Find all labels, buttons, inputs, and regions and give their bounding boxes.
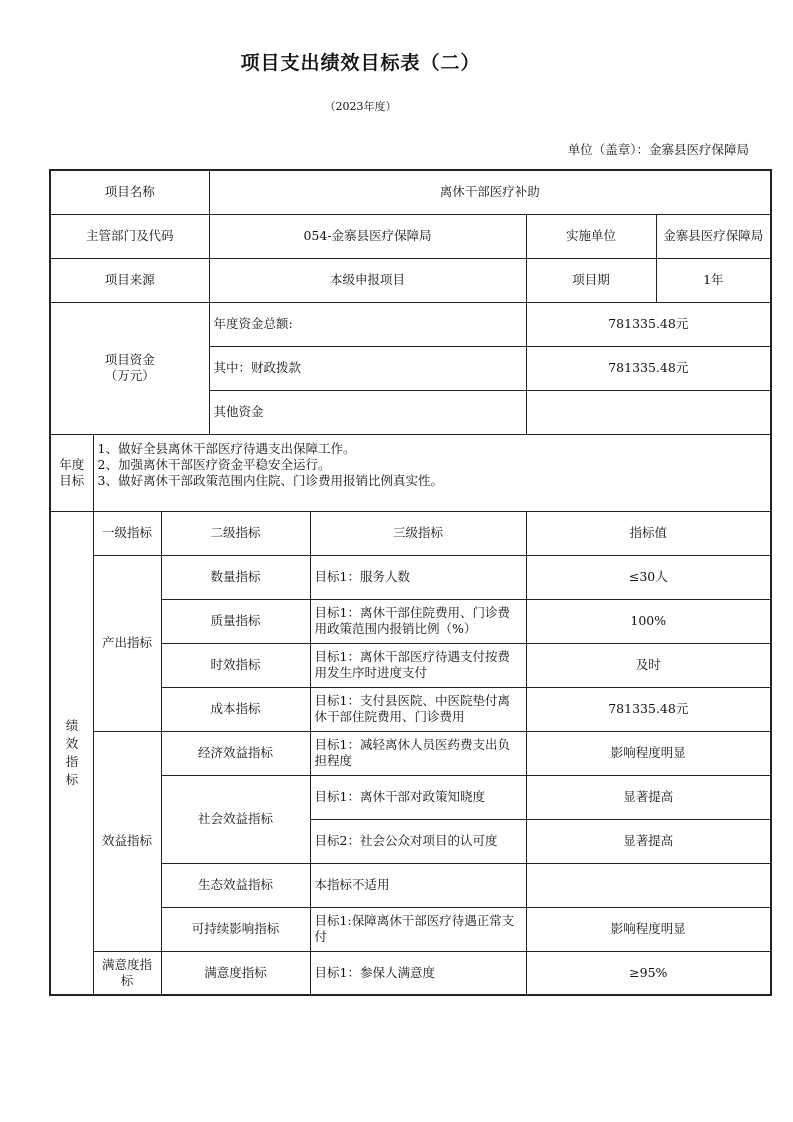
funds-title: 项目资金: [104, 352, 155, 367]
level2-cell: 质量指标: [161, 599, 310, 643]
table-row: [50, 731, 771, 775]
level1-benefit: 效益指标: [93, 731, 161, 951]
performance-target-table: [49, 169, 772, 996]
value-period: 1年: [656, 258, 771, 302]
label-period: 项目期: [526, 258, 656, 302]
level2-cell: 生态效益指标: [161, 863, 310, 907]
row-indicator-header: [50, 511, 771, 555]
value-cell: 显著提高: [526, 819, 771, 863]
value-project-name: 离休干部医疗补助: [209, 170, 771, 214]
level3-cell: 目标1：离休干部对政策知晓度: [310, 775, 526, 819]
value-department: 054-金寨县医疗保障局: [209, 214, 526, 258]
annual-goal-item: 2、加强离休干部医疗资金平稳安全运行。: [97, 456, 331, 472]
label-project-name: 项目名称: [50, 170, 209, 214]
label-performance-indicators: [50, 511, 93, 995]
level2-cell: 经济效益指标: [161, 731, 310, 775]
value-funds-other: [526, 390, 771, 434]
value-cell: [526, 863, 771, 907]
value-funds-fiscal: 781335.48元: [526, 346, 771, 390]
level3-cell: 目标1：离休干部住院费用、门诊费用政策范围内报销比例（%）: [310, 599, 526, 643]
value-cell: ≤30人: [526, 555, 771, 599]
header-level1: 一级指标: [93, 511, 161, 555]
row-project-name: [50, 170, 771, 214]
value-cell: ≥95%: [526, 951, 771, 995]
value-funds-total: 781335.48元: [526, 302, 771, 346]
value-cell: 影响程度明显: [526, 907, 771, 951]
value-source: 本级申报项目: [209, 258, 526, 302]
table-row: [50, 951, 771, 995]
page-title: 项目支出绩效目标表（二）: [240, 52, 481, 74]
label-department: 主管部门及代码: [50, 214, 209, 258]
level3-cell: 目标1：支付县医院、中医院垫付离休干部住院费用、门诊费用: [310, 687, 526, 731]
row-source: [50, 258, 771, 302]
level3-cell: 目标1：参保人满意度: [310, 951, 526, 995]
level3-cell: 目标1:保障离休干部医疗待遇正常支付: [310, 907, 526, 951]
row-funds-total: [50, 302, 771, 346]
header-value: 指标值: [526, 511, 771, 555]
label-funds-fiscal: 其中：财政拨款: [209, 346, 526, 390]
value-cell: 及时: [526, 643, 771, 687]
level2-cell: 时效指标: [161, 643, 310, 687]
table-row: [50, 555, 771, 599]
level3-cell: 目标1：服务人数: [310, 555, 526, 599]
level1-output: 产出指标: [93, 555, 161, 731]
label-impl-unit: 实施单位: [526, 214, 656, 258]
value-cell: 781335.48元: [526, 687, 771, 731]
level2-cell: 可持续影响指标: [161, 907, 310, 951]
value-impl-unit: 金寨县医疗保障局: [656, 214, 771, 258]
level2-cell: 社会效益指标: [161, 775, 310, 863]
annual-goal-item: 3、做好离休干部政策范围内住院、门诊费用报销比例真实性。: [97, 472, 443, 488]
label-annual-goals: [50, 434, 93, 511]
level3-cell: 目标1：减轻离休人员医药费支出负担程度: [310, 731, 526, 775]
header-level3: 三级指标: [310, 511, 526, 555]
annual-goals-text: [93, 434, 771, 511]
perf-label-text: 绩效指标: [65, 717, 79, 787]
value-cell: 显著提高: [526, 775, 771, 819]
annual-goal-label-line2: 目标: [59, 472, 85, 488]
header-level2: 二级指标: [161, 511, 310, 555]
row-annual-goals: [50, 434, 771, 511]
annual-goal-label-line1: 年度: [59, 456, 85, 472]
level1-satisfaction: 满意度指标: [93, 951, 161, 995]
level2-cell: 成本指标: [161, 687, 310, 731]
level2-cell: 数量指标: [161, 555, 310, 599]
label-funds-other: 其他资金: [209, 390, 526, 434]
value-cell: 影响程度明显: [526, 731, 771, 775]
fiscal-year: （2023年度）: [324, 100, 397, 113]
label-source: 项目来源: [50, 258, 209, 302]
level3-cell: 目标1：离休干部医疗待遇支付按费用发生序时进度支付: [310, 643, 526, 687]
level3-cell: 本指标不适用: [310, 863, 526, 907]
value-cell: 100%: [526, 599, 771, 643]
level2-cell: 满意度指标: [161, 951, 310, 995]
label-funds: [50, 302, 209, 434]
reporting-unit: 单位（盖章）：金寨县医疗保障局: [567, 142, 749, 157]
level3-cell: 目标2：社会公众对项目的认可度: [310, 819, 526, 863]
funds-unit: （万元）: [104, 368, 155, 383]
row-department: [50, 214, 771, 258]
annual-goal-item: 1、做好全县离休干部医疗待遇支出保障工作。: [97, 440, 356, 456]
label-funds-total: 年度资金总额:: [209, 302, 526, 346]
